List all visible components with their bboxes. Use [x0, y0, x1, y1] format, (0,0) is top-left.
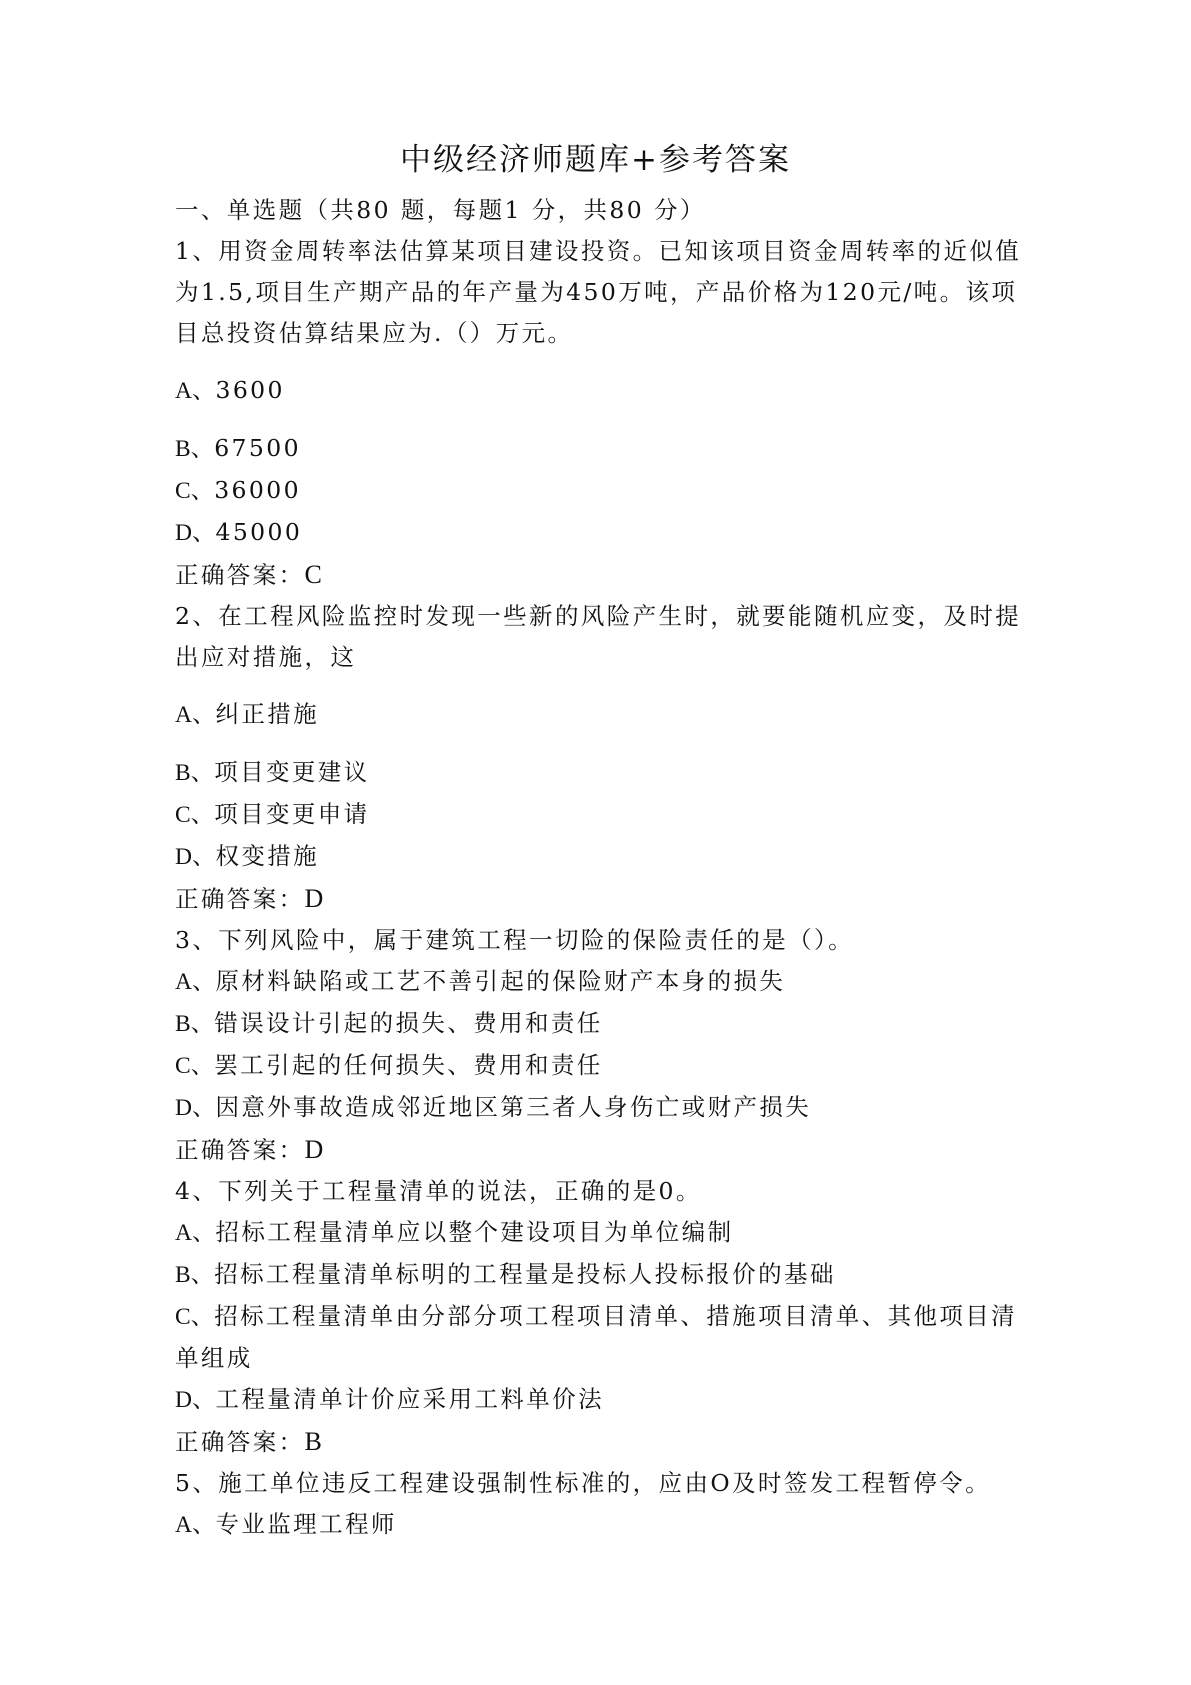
- question-4: [175, 1171, 1025, 1463]
- option-letter: B、: [175, 760, 215, 786]
- option-c: [175, 794, 1025, 836]
- question-stem: 3、下列风险中，属于建筑工程一切险的保险责任的是（）。: [175, 926, 855, 954]
- option-text: 招标工程量清单由分部分项工程项目清单、措施项目清单、其他项目清单组成: [175, 1302, 1018, 1372]
- answer-prefix: 正确答案：: [175, 561, 305, 589]
- option-d: [175, 836, 1025, 878]
- option-letter: A、: [175, 702, 216, 728]
- answer-letter: D: [304, 884, 324, 913]
- question-stem: 1、用资金周转率法估算某项目建设投资。已知该项目资金周转率的近似值为1.5,项目生产期产品的年产量为450万吨，产品价格为120元/吨。该项目总投资估算结果应为.（）万元。: [175, 237, 1022, 347]
- option-letter: C、: [175, 1053, 215, 1079]
- option-letter: B、: [175, 1262, 215, 1288]
- option-a: [175, 370, 1025, 412]
- option-b: [175, 1003, 1025, 1045]
- option-letter: C、: [175, 1304, 215, 1330]
- option-a: [175, 694, 1025, 736]
- correct-answer: [175, 878, 1025, 920]
- option-letter: D、: [175, 520, 216, 546]
- answer-letter: C: [304, 560, 322, 589]
- option-letter: B、: [175, 436, 215, 462]
- option-letter: A、: [175, 1512, 216, 1538]
- question-1: [175, 231, 1025, 596]
- option-text: 3600: [215, 376, 285, 404]
- option-letter: D、: [175, 1387, 216, 1413]
- option-text: 36000: [214, 476, 301, 504]
- answer-prefix: 正确答案：: [175, 1428, 305, 1456]
- option-text: 专业监理工程师: [215, 1510, 397, 1538]
- section-heading: 一、单选题（共80 题，每题1 分，共80 分）: [175, 196, 706, 224]
- option-text: 招标工程量清单标明的工程量是投标人投标报价的基础: [214, 1260, 836, 1288]
- option-text: 纠正措施: [215, 700, 320, 728]
- option-b: [175, 752, 1025, 794]
- option-text: 工程量清单计价应采用工料单价法: [215, 1385, 604, 1413]
- option-text: 原材料缺陷或工艺不善引起的保险财产本身的损失: [215, 967, 786, 995]
- option-a: [175, 1504, 1025, 1546]
- option-d: [175, 1379, 1025, 1421]
- correct-answer: [175, 1129, 1025, 1171]
- answer-prefix: 正确答案：: [175, 885, 305, 913]
- option-letter: C、: [175, 802, 215, 828]
- document-title: 中级经济师题库+参考答案: [400, 142, 791, 178]
- question-stem: 5、施工单位违反工程建设强制性标准的，应由O及时签发工程暂停令。: [175, 1469, 992, 1497]
- option-letter: D、: [175, 844, 216, 870]
- option-letter: D、: [175, 1095, 216, 1121]
- question-stem: 4、下列关于工程量清单的说法，正确的是0。: [175, 1177, 702, 1205]
- option-letter: A、: [175, 969, 216, 995]
- answer-letter: B: [304, 1427, 322, 1456]
- answer-prefix: 正确答案：: [175, 1136, 305, 1164]
- option-letter: C、: [175, 478, 215, 504]
- question-stem: 2、在工程风险监控时发现一些新的风险产生时，就要能随机应变，及时提出应对措施，这: [175, 602, 1022, 671]
- question-2: [175, 596, 1025, 920]
- option-c: [175, 1045, 1025, 1087]
- option-c: [175, 1296, 1025, 1379]
- question-5: [175, 1463, 1025, 1546]
- option-letter: B、: [175, 1011, 215, 1037]
- option-text: 45000: [215, 518, 303, 546]
- option-letter: A、: [175, 378, 216, 404]
- option-text: 项目变更申请: [214, 800, 370, 828]
- option-letter: A、: [175, 1220, 216, 1246]
- option-text: 67500: [214, 434, 301, 462]
- answer-letter: D: [304, 1135, 324, 1164]
- option-d: [175, 512, 1025, 554]
- document-body: [175, 190, 1025, 1546]
- option-text: 项目变更建议: [214, 758, 370, 786]
- option-text: 错误设计引起的损失、费用和责任: [214, 1009, 603, 1037]
- option-a: [175, 1212, 1025, 1254]
- option-text: 招标工程量清单应以整个建设项目为单位编制: [215, 1218, 734, 1246]
- correct-answer: [175, 1421, 1025, 1463]
- option-b: [175, 1254, 1025, 1296]
- option-c: [175, 470, 1025, 512]
- question-3: [175, 920, 1025, 1171]
- option-b: [175, 428, 1025, 470]
- option-text: 权变措施: [215, 842, 320, 870]
- option-text: 因意外事故造成邻近地区第三者人身伤亡或财产损失: [215, 1093, 812, 1121]
- option-a: [175, 961, 1025, 1003]
- option-text: 罢工引起的任何损失、费用和责任: [214, 1051, 603, 1079]
- option-d: [175, 1087, 1025, 1129]
- correct-answer: [175, 554, 1025, 596]
